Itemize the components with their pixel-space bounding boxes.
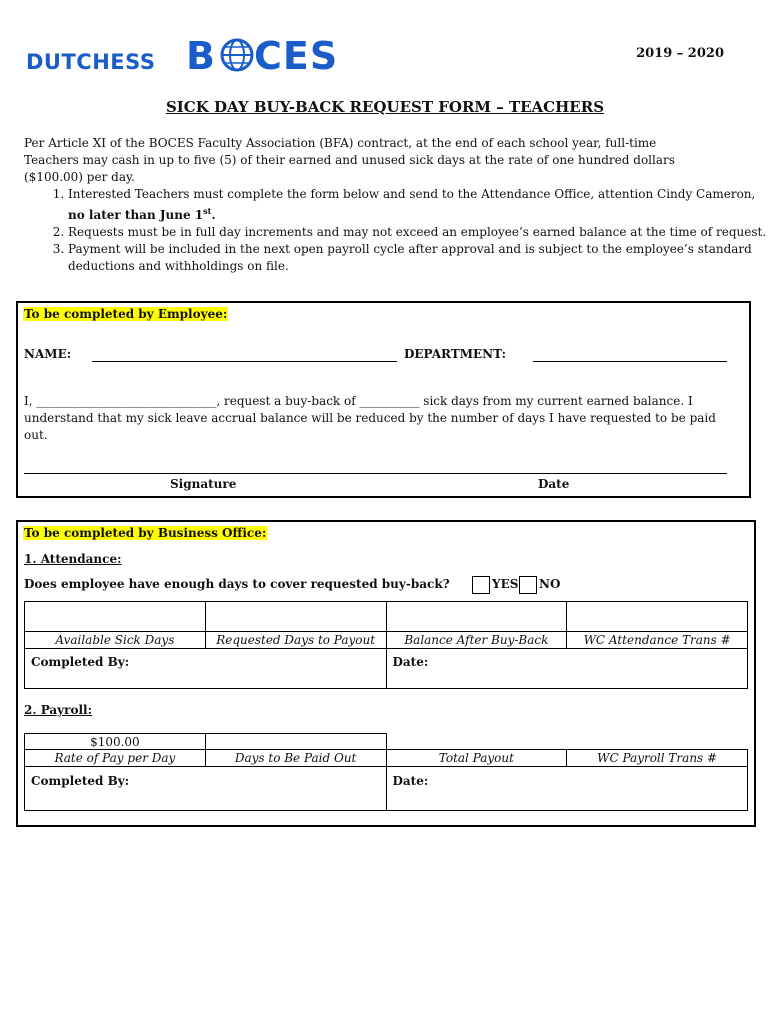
enough-days-question: Does employee have enough days to cover requested buy-back?: [24, 577, 450, 591]
date-label: Date: [538, 477, 570, 491]
intro-paragraph: Per Article XI of the BOCES Faculty Association (BFA) contract, at the end of each school year, full-time Teachers may cash in up to five (5) of their earned and unused sick days at the rate of one hundred dollars ($100.00) per day.: [24, 136, 675, 184]
no-checkbox[interactable]: [519, 576, 537, 594]
logo-text-boces: [186, 34, 338, 78]
logo-letter-b: B: [186, 34, 216, 78]
payroll-heading: 2. Payroll:: [24, 703, 93, 717]
instruction-list: [24, 186, 770, 275]
column-header: Requested Days to Payout: [205, 632, 386, 649]
name-field[interactable]: [92, 361, 397, 362]
dutchess-boces-logo: [26, 34, 346, 78]
employee-section-heading: To be completed by Employee:: [24, 307, 228, 321]
business-office-section: [16, 520, 756, 827]
attendance-table: [24, 601, 748, 689]
no-label: NO: [539, 577, 561, 591]
request-statement: I, ______________________________, request a buy-back of __________ sick days from my current earned balance. I understand that my sick leave accrual balance will be reduced by the number of days I have requested to be paid out.: [24, 394, 716, 442]
department-label: DEPARTMENT:: [404, 347, 507, 361]
rate-value: $100.00: [25, 734, 206, 750]
column-header: WC Payroll Trans #: [567, 750, 748, 767]
deadline: no later than June 1st.: [68, 206, 216, 222]
logo-text-dutchess: DUTCHESS: [26, 50, 156, 74]
payroll-date[interactable]: Date:: [386, 767, 748, 811]
days-paid-out-cell[interactable]: [205, 734, 386, 750]
payroll-table: [24, 733, 748, 811]
column-header: Rate of Pay per Day: [25, 750, 206, 767]
attendance-heading: 1. Attendance:: [24, 552, 122, 566]
column-header: Total Payout: [386, 750, 567, 767]
yes-label: YES: [492, 577, 519, 591]
instruction-item: 1. Interested Teachers must complete the form below and send to the Attendance Office, attention Cindy Cameron, no later than June 1st.: [68, 186, 770, 224]
employee-section: [16, 301, 751, 498]
yes-checkbox[interactable]: [472, 576, 490, 594]
attendance-date[interactable]: Date:: [386, 649, 748, 689]
globe-icon: [220, 38, 254, 72]
signature-date-line[interactable]: [24, 473, 727, 474]
requested-days-cell[interactable]: [205, 602, 386, 632]
column-header: Days to Be Paid Out: [205, 750, 386, 767]
attendance-completed-by[interactable]: Completed By:: [25, 649, 387, 689]
school-year: 2019 – 2020: [636, 46, 724, 61]
payroll-completed-by[interactable]: Completed By:: [25, 767, 387, 811]
instruction-item: 3. Payment will be included in the next open payroll cycle after approval and is subject to the employee’s standard deductions and withholdings on file.: [68, 241, 770, 275]
signature-label: Signature: [170, 477, 237, 491]
column-header: Available Sick Days: [25, 632, 206, 649]
department-field[interactable]: [533, 361, 727, 362]
available-sick-days-cell[interactable]: [25, 602, 206, 632]
form-title: SICK DAY BUY-BACK REQUEST FORM – TEACHERS: [165, 98, 605, 116]
name-label: NAME:: [24, 347, 72, 361]
wc-attendance-trans-cell[interactable]: [567, 602, 748, 632]
column-header: Balance After Buy-Back: [386, 632, 567, 649]
business-section-heading: To be completed by Business Office:: [24, 526, 267, 540]
column-header: WC Attendance Trans #: [567, 632, 748, 649]
balance-after-cell[interactable]: [386, 602, 567, 632]
logo-letters-ces: CES: [253, 34, 339, 78]
instruction-item: 2. Requests must be in full day increments and may not exceed an employee’s earned balance at the time of request.: [68, 224, 770, 241]
